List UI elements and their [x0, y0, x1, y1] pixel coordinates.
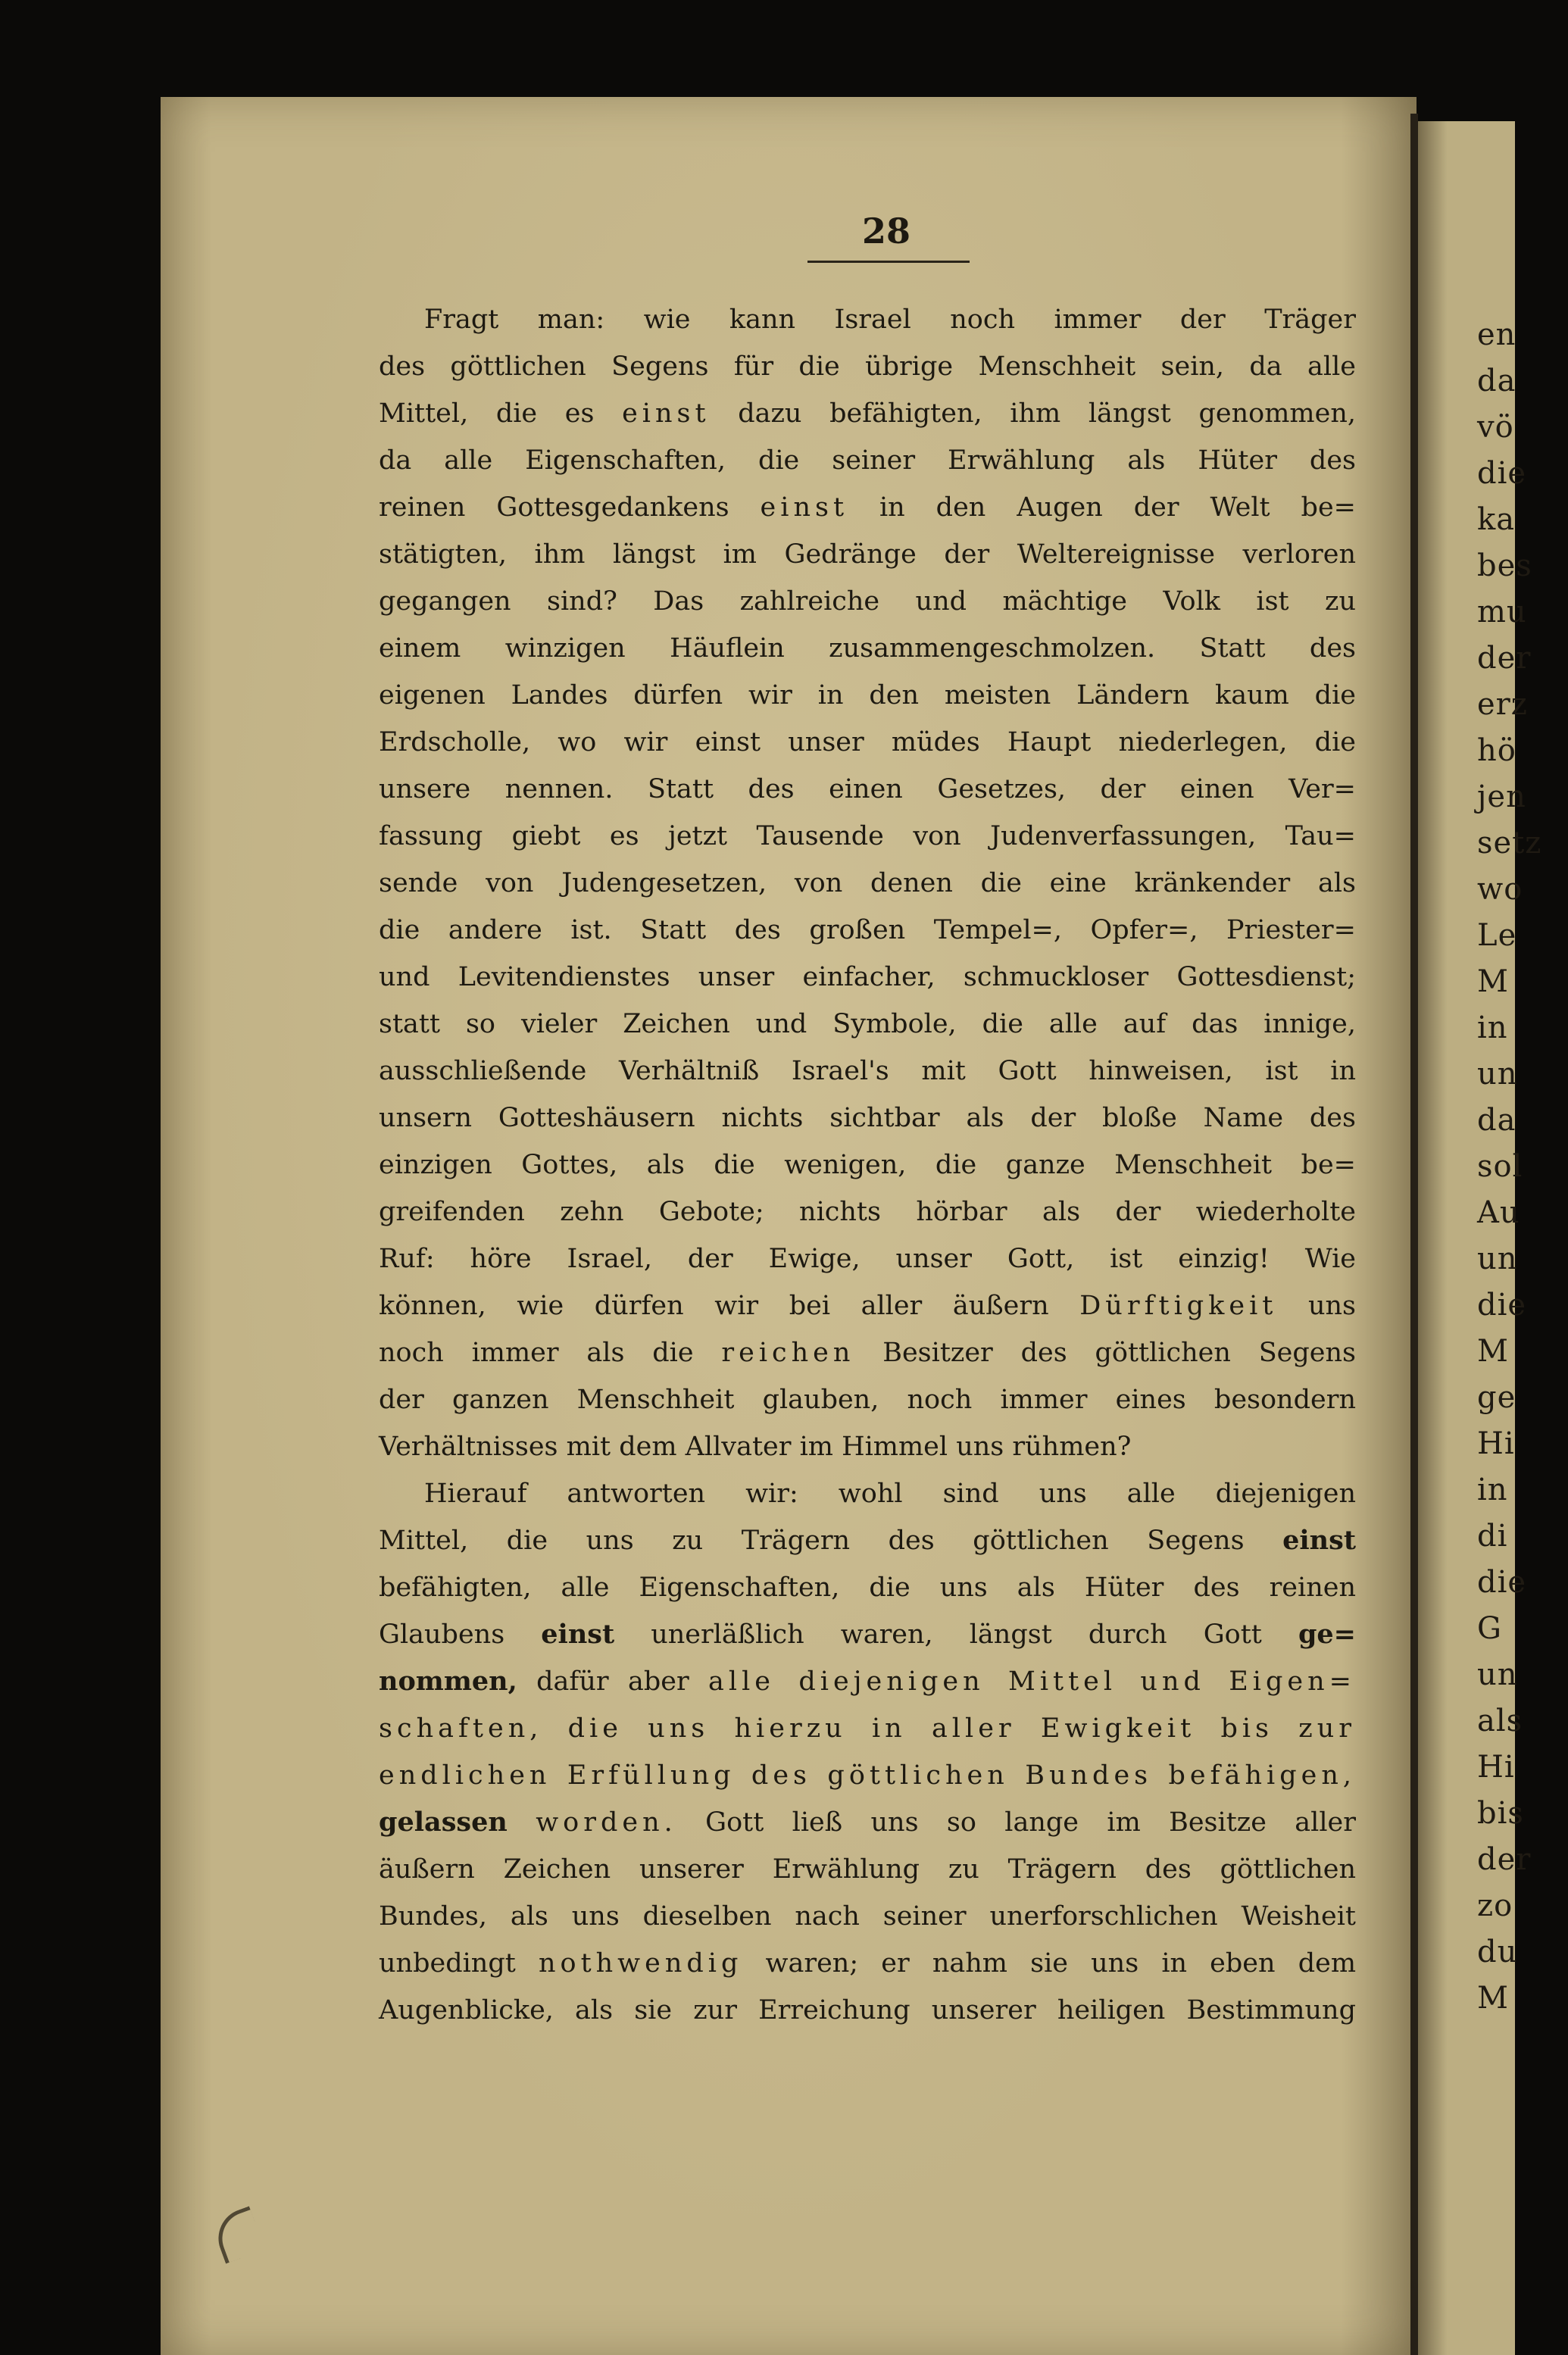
- text-run: des göttlichen Segens für die übrige Menschheit sein, da alle: [379, 351, 1356, 382]
- neighbor-text-fragment: un: [1477, 1657, 1518, 1692]
- text-line: [379, 538, 1356, 571]
- neighbor-text-fragment: bis: [1477, 1796, 1524, 1831]
- text-line: [379, 444, 1356, 477]
- text-line: [379, 1383, 1356, 1416]
- neighbor-text-fragment: Le: [1477, 918, 1517, 953]
- text-run: Mittel, die uns zu Trägern des göttlichen Segens: [379, 1526, 1283, 1556]
- neighbor-text-fragment: hö: [1477, 733, 1516, 768]
- neighbor-text-fragment: M: [1477, 1334, 1509, 1369]
- neighbor-text-fragment: M: [1477, 1981, 1509, 2016]
- neighbor-text-fragment: ka: [1477, 502, 1516, 537]
- text-line: [379, 1900, 1356, 1933]
- text-run: [508, 1807, 536, 1838]
- neighbor-text-fragment: sol: [1477, 1149, 1523, 1184]
- page-number: 28: [861, 211, 911, 251]
- text-line: [379, 726, 1356, 759]
- text-run: Bundes, als uns dieselben nach seiner unerforschlichen Weisheit: [379, 1901, 1356, 1932]
- text-run: greifenden zehn Gebote; nichts hörbar als der wiederholte: [379, 1197, 1356, 1227]
- text-line: [379, 867, 1356, 900]
- text-line: [379, 1148, 1356, 1182]
- text-run: in den Augen der Welt be=: [848, 492, 1356, 523]
- text-run: befähigten, alle Eigenschaften, die uns als Hüter des reinen: [379, 1573, 1356, 1603]
- neighbor-text-fragment: en: [1477, 317, 1516, 352]
- bold-emphasis: einst: [1282, 1525, 1356, 1556]
- bold-emphasis: ge=: [1298, 1619, 1357, 1650]
- text-run: unsern Gotteshäusern nichts sichtbar als der bloße Name des: [379, 1103, 1356, 1133]
- text-line: [424, 1477, 1356, 1510]
- text-run: einzigen Gottes, als die wenigen, die ganze Menschheit be=: [379, 1150, 1356, 1180]
- neighbor-text-fragment: die: [1477, 1565, 1527, 1600]
- text-run: der ganzen Menschheit glauben, noch immer eines besondern: [379, 1385, 1356, 1415]
- neighbor-text-fragment: un: [1477, 1057, 1518, 1092]
- text-line: [379, 1524, 1356, 1557]
- text-run: gegangen sind? Das zahlreiche und mächtige Volk ist zu: [379, 586, 1356, 617]
- text-run: Erdscholle, wo wir einst unser müdes Haupt niederlegen, die: [379, 727, 1356, 757]
- neighbor-text-fragment: bes: [1477, 548, 1532, 583]
- spaced-emphasis: einst: [760, 492, 849, 523]
- text-run: ausschließende Verhältniß Israel's mit Gott hinweisen, ist in: [379, 1056, 1356, 1086]
- neighbor-text-fragment: du: [1477, 1935, 1518, 1969]
- neighbor-text-fragment: da: [1477, 1103, 1516, 1138]
- text-run: die andere ist. Statt des großen Tempel=, Opfer=, Priester=: [379, 915, 1356, 945]
- gutter-shadow: [1410, 114, 1418, 2355]
- spaced-emphasis: alle diejenigen Mittel und Eigen=: [708, 1666, 1356, 1697]
- neighbor-text-fragment: ge: [1477, 1380, 1516, 1415]
- text-run: dafür aber: [517, 1666, 709, 1697]
- text-line: [379, 491, 1356, 524]
- text-run: fassung giebt es jetzt Tausende von Judenverfassungen, Tau=: [379, 821, 1356, 851]
- text-run: noch immer als die: [379, 1338, 722, 1368]
- neighbor-text-fragment: mu: [1477, 595, 1527, 629]
- text-run: unbedingt: [379, 1948, 539, 1979]
- text-run: Fragt man: wie kann Israel noch immer der Träger: [424, 305, 1356, 335]
- neighbor-text-fragment: zo: [1477, 1888, 1513, 1923]
- text-run: sende von Judengesetzen, von denen die eine kränkender als: [379, 868, 1356, 898]
- text-line: [379, 1665, 1356, 1698]
- neighbor-text-fragment: die: [1477, 1288, 1527, 1323]
- text-line: [379, 1195, 1356, 1229]
- neighbor-text-fragment: Au: [1477, 1195, 1520, 1230]
- neighbor-text-fragment: in: [1477, 1010, 1508, 1045]
- neighbor-text-fragment: di: [1477, 1519, 1508, 1554]
- text-line: [379, 1712, 1356, 1745]
- text-run: Besitzer des göttlichen Segens: [854, 1338, 1357, 1368]
- spaced-emphasis: nothwendig: [538, 1948, 743, 1979]
- text-line: [379, 350, 1356, 383]
- text-run: Glaubens: [379, 1619, 542, 1650]
- text-run: eigenen Landes dürfen wir in den meisten Ländern kaum die: [379, 680, 1356, 711]
- text-run: äußern Zeichen unserer Erwählung zu Trägern des göttlichen: [379, 1854, 1356, 1885]
- spaced-emphasis: reichen: [721, 1338, 855, 1368]
- text-line: [379, 960, 1356, 994]
- text-run: dazu befähigten, ihm längst genommen,: [710, 398, 1356, 429]
- text-run: unerläßlich waren, längst durch Gott: [614, 1619, 1298, 1650]
- neighbor-text-fragment: die: [1477, 456, 1527, 491]
- neighbor-text-fragment: un: [1477, 1242, 1518, 1276]
- neighbor-text-fragment: in: [1477, 1473, 1508, 1507]
- spaced-emphasis: einst: [622, 398, 711, 429]
- neighbor-text-fragment: wo: [1477, 872, 1523, 907]
- text-run: reinen Gottesgedankens: [379, 492, 761, 523]
- text-run: Gott ließ uns so lange im Besitze aller: [676, 1807, 1356, 1838]
- text-run: Augenblicke, als sie zur Erreichung unserer heiligen Bestimmung: [379, 1995, 1356, 2025]
- bold-emphasis: einst: [541, 1619, 615, 1650]
- neighbor-text-fragment: der: [1477, 641, 1532, 676]
- text-run: Mittel, die es: [379, 398, 623, 429]
- text-line: [379, 1618, 1356, 1651]
- text-run: da alle Eigenschaften, die seiner Erwählung als Hüter des: [379, 445, 1356, 476]
- text-line: [379, 1853, 1356, 1886]
- bold-emphasis: nommen,: [379, 1666, 517, 1697]
- neighbor-text-fragment: G: [1477, 1611, 1502, 1646]
- neighbor-text-fragment: der: [1477, 1842, 1532, 1877]
- text-line: [379, 632, 1356, 665]
- text-line: [379, 1947, 1356, 1980]
- neighbor-text-fragment: Hi: [1477, 1750, 1515, 1785]
- text-line: [379, 914, 1356, 947]
- neighbor-text-fragment: erz: [1477, 687, 1528, 722]
- spaced-emphasis: schaften, die uns hierzu in aller Ewigkeit bis zur: [379, 1713, 1356, 1744]
- neighbor-text-fragment: jen: [1477, 779, 1526, 814]
- text-line: [379, 397, 1356, 430]
- spaced-emphasis: endlichen Erfüllung des göttlichen Bundes befähigen,: [379, 1760, 1356, 1791]
- neighbor-text-fragment: vö: [1477, 410, 1514, 445]
- text-line: [379, 1759, 1356, 1792]
- text-run: einem winzigen Häuflein zusammengeschmolzen. Statt des: [379, 633, 1356, 664]
- text-line: [379, 1994, 1356, 2027]
- neighbor-text-fragment: M: [1477, 964, 1509, 999]
- text-line: [379, 1007, 1356, 1041]
- text-run: Verhältnisses mit dem Allvater im Himmel uns rühmen?: [379, 1432, 1132, 1462]
- text-run: stätigten, ihm längst im Gedränge der Weltereignisse verloren: [379, 539, 1356, 570]
- header-rule: [807, 261, 970, 263]
- neighbor-text-fragment: Hi: [1477, 1426, 1515, 1461]
- text-run: waren; er nahm sie uns in eben dem: [742, 1948, 1357, 1979]
- text-run: und Levitendienstes unser einfacher, schmuckloser Gottesdienst;: [379, 962, 1356, 992]
- neighbor-text-fragment: setz: [1477, 826, 1542, 860]
- text-line: [379, 1806, 1356, 1839]
- text-line: [379, 1289, 1356, 1323]
- text-line: [379, 1336, 1356, 1370]
- text-line: [379, 773, 1356, 806]
- text-line: [379, 1101, 1356, 1135]
- text-line: [379, 820, 1356, 853]
- text-line: [379, 1242, 1356, 1276]
- text-line: [379, 1430, 1356, 1463]
- text-line: [379, 679, 1356, 712]
- text-line: [379, 585, 1356, 618]
- text-run: unsere nennen. Statt des einen Gesetzes, der einen Ver=: [379, 774, 1356, 804]
- text-run: können, wie dürfen wir bei aller äußern: [379, 1291, 1080, 1321]
- neighbor-text-fragment: als: [1477, 1704, 1523, 1738]
- text-line: [424, 303, 1356, 336]
- text-line: [379, 1571, 1356, 1604]
- bold-emphasis: gelassen: [379, 1807, 508, 1838]
- text-run: uns: [1277, 1291, 1356, 1321]
- text-line: [379, 1054, 1356, 1088]
- text-run: Ruf: höre Israel, der Ewige, unser Gott, ist einzig! Wie: [379, 1244, 1356, 1274]
- text-run: statt so vieler Zeichen und Symbole, die alle auf das innige,: [379, 1009, 1356, 1039]
- adjacent-page-strip: [1418, 121, 1542, 2355]
- neighbor-text-fragment: da: [1477, 364, 1516, 398]
- text-run: Hierauf antworten wir: wohl sind uns alle diejenigen: [424, 1479, 1356, 1509]
- spaced-emphasis: Dürftigkeit: [1079, 1291, 1278, 1321]
- spaced-emphasis: worden.: [536, 1807, 677, 1838]
